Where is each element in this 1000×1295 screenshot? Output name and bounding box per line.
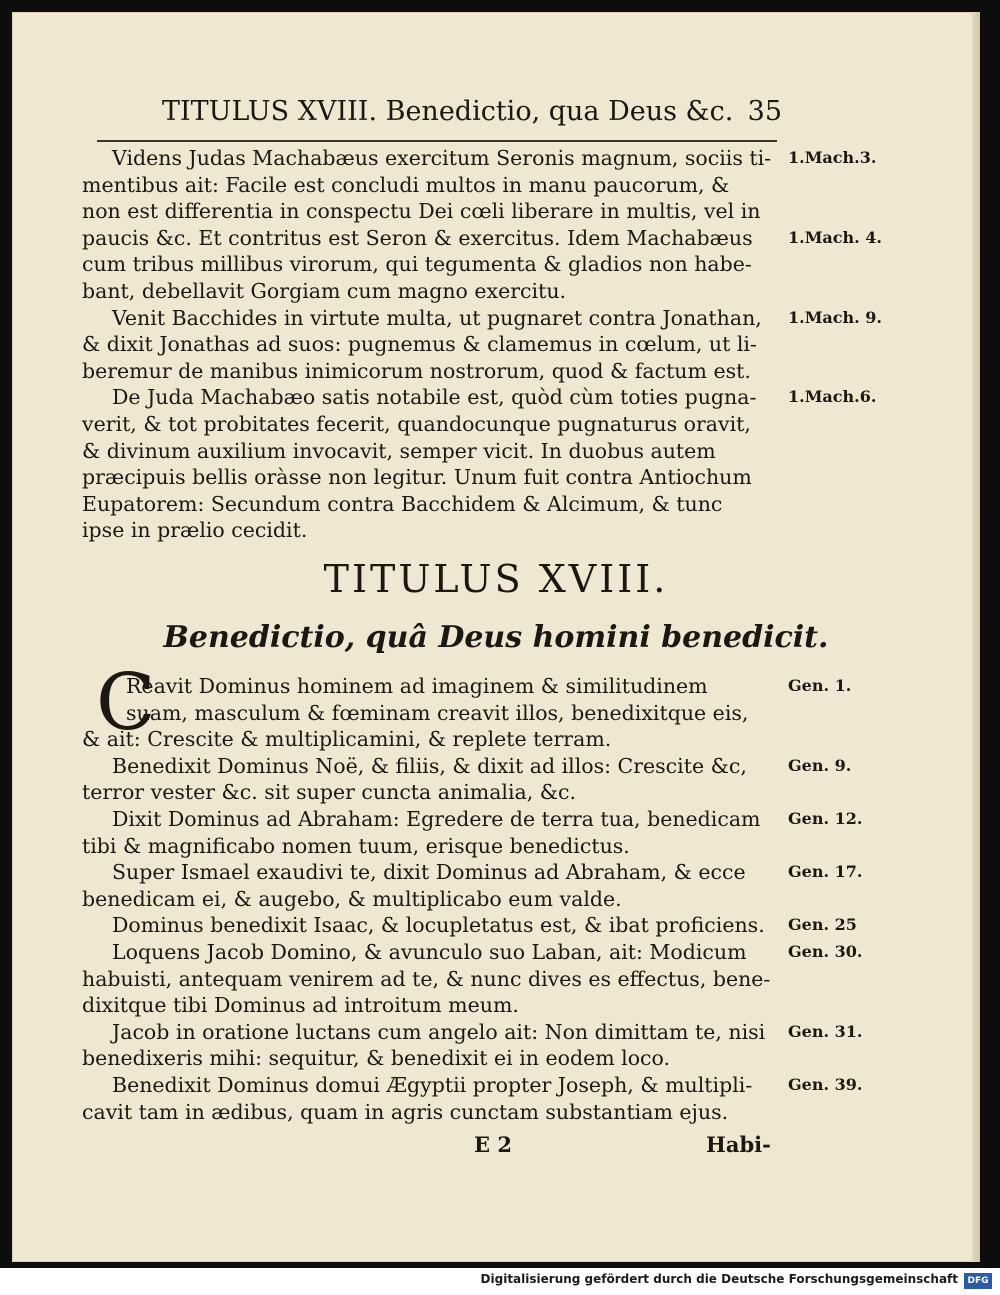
- margin-reference: 1.Mach. 9.: [788, 307, 882, 327]
- footer-credit: Digitalisierung gefördert durch die Deutsche Forschungsgemeinschaft: [480, 1272, 958, 1286]
- margin-reference: Gen. 39.: [788, 1075, 863, 1094]
- text-line: suam, masculum & fœminam creavit illos, benedixitque eis,: [126, 700, 749, 725]
- margin-reference: 1.Mach.6.: [788, 387, 877, 407]
- text-line: beremur de manibus inimicorum nostrorum, quod & factum est.: [82, 358, 751, 383]
- margin-reference: Gen. 30.: [788, 942, 863, 961]
- drop-capital: C: [96, 658, 156, 748]
- margin-reference: Gen. 9.: [788, 755, 852, 775]
- text-line: tibi & magnificabo nomen tuum, erisque benedictus.: [82, 833, 630, 858]
- text-line: Reavit Dominus hominem ad imaginem & similitudinem: [126, 674, 708, 698]
- dfg-logo-icon: DFG: [964, 1273, 992, 1289]
- text-line: benedicam ei, & augebo, & multiplicabo eum valde.: [82, 886, 622, 911]
- text-line: cavit tam in ædibus, quam in agris cunctam substantiam ejus.: [82, 1099, 729, 1124]
- text-line: Eupatorem: Secundum contra Bacchidem & Alcimum, & tunc: [82, 491, 723, 516]
- text-line: dixitque tibi Dominus ad introitum meum.: [82, 993, 519, 1018]
- text-line: & ait: Crescite & multiplicamini, & replete terram.: [82, 727, 612, 752]
- text-line: De Juda Machabæo satis notabile est, quòd cùm toties pugna-: [112, 385, 757, 410]
- margin-reference: Gen. 17.: [788, 862, 863, 882]
- catchword: Habi-: [706, 1132, 771, 1157]
- text-line: Jacob in oratione luctans cum angelo ait: Non dimittam te, nisi: [112, 1019, 766, 1044]
- margin-reference: 1.Mach. 4.: [788, 227, 882, 247]
- running-title: TITULUS XVIII. Benedictio, qua Deus &c.: [162, 96, 734, 127]
- margin-reference: Gen. 25: [788, 915, 857, 935]
- section-subtitle: Benedictio, quâ Deus homini benedicit.: [163, 620, 829, 655]
- margin-reference: Gen. 1.: [788, 676, 852, 695]
- text-line: Dominus benedixit Isaac, & locupletatus est, & ibat proficiens.: [112, 913, 765, 938]
- margin-reference: Gen. 31.: [788, 1021, 863, 1041]
- page-number: 35: [747, 96, 782, 127]
- text-line: cum tribus millibus virorum, qui tegumenta & gladios non habe-: [82, 252, 752, 277]
- text-line: paucis &c. Et contritus est Seron & exercitus. Idem Machabæus: [82, 225, 753, 250]
- text-line: præcipuis bellis oràsse non legitur. Unum fuit contra Antiochum: [82, 465, 752, 490]
- text-line: benedixeris mihi: sequitur, & benedixit ei in eodem loco.: [82, 1046, 671, 1071]
- digitization-footer: [0, 1268, 1000, 1295]
- header-rule: [97, 140, 777, 142]
- text-line: mentibus ait: Facile est concludi multos in manu paucorum, &: [82, 172, 730, 197]
- text-line: ipse in prælio cecidit.: [82, 518, 308, 543]
- margin-reference: Gen. 12.: [788, 809, 863, 828]
- margin-reference: 1.Mach.3.: [788, 148, 877, 167]
- running-header: [162, 96, 782, 138]
- text-line: Venit Bacchides in virtute multa, ut pugnaret contra Jonathan,: [112, 305, 762, 330]
- text-line: terror vester &c. sit super cuncta animalia, &c.: [82, 780, 577, 805]
- signature-mark: E 2: [474, 1132, 512, 1157]
- text-line: habuisti, antequam venirem ad te, & nunc dives es effectus, bene-: [82, 966, 771, 991]
- text-line: Videns Judas Machabæus exercitum Seronis magnum, sociis ti-: [112, 146, 772, 170]
- text-line: & divinum auxilium invocavit, semper vicit. In duobus autem: [82, 438, 716, 463]
- text-line: verit, & tot probitates fecerit, quandocunque pugnaturus oravit,: [82, 412, 751, 436]
- text-line: Dixit Dominus ad Abraham: Egredere de terra tua, benedicam: [112, 807, 761, 831]
- text-line: Benedixit Dominus domui Ægyptii propter Joseph, & multipli-: [112, 1073, 753, 1097]
- text-line: non est differentia in conspectu Dei cœli liberare in multis, vel in: [82, 199, 761, 224]
- scanned-page: [12, 12, 980, 1262]
- text-line: & dixit Jonathas ad suos: pugnemus & clamemus in cœlum, ut li-: [82, 332, 757, 357]
- text-line: Benedixit Dominus Noë, & filiis, & dixit ad illos: Crescite &c,: [112, 753, 747, 778]
- section-title: TITULUS XVIII.: [323, 557, 669, 601]
- text-line: bant, debellavit Gorgiam cum magno exercitu.: [82, 279, 567, 303]
- text-line: Loquens Jacob Domino, & avunculo suo Laban, ait: Modicum: [112, 940, 747, 964]
- text-line: Super Ismael exaudivi te, dixit Dominus ad Abraham, & ecce: [112, 860, 746, 885]
